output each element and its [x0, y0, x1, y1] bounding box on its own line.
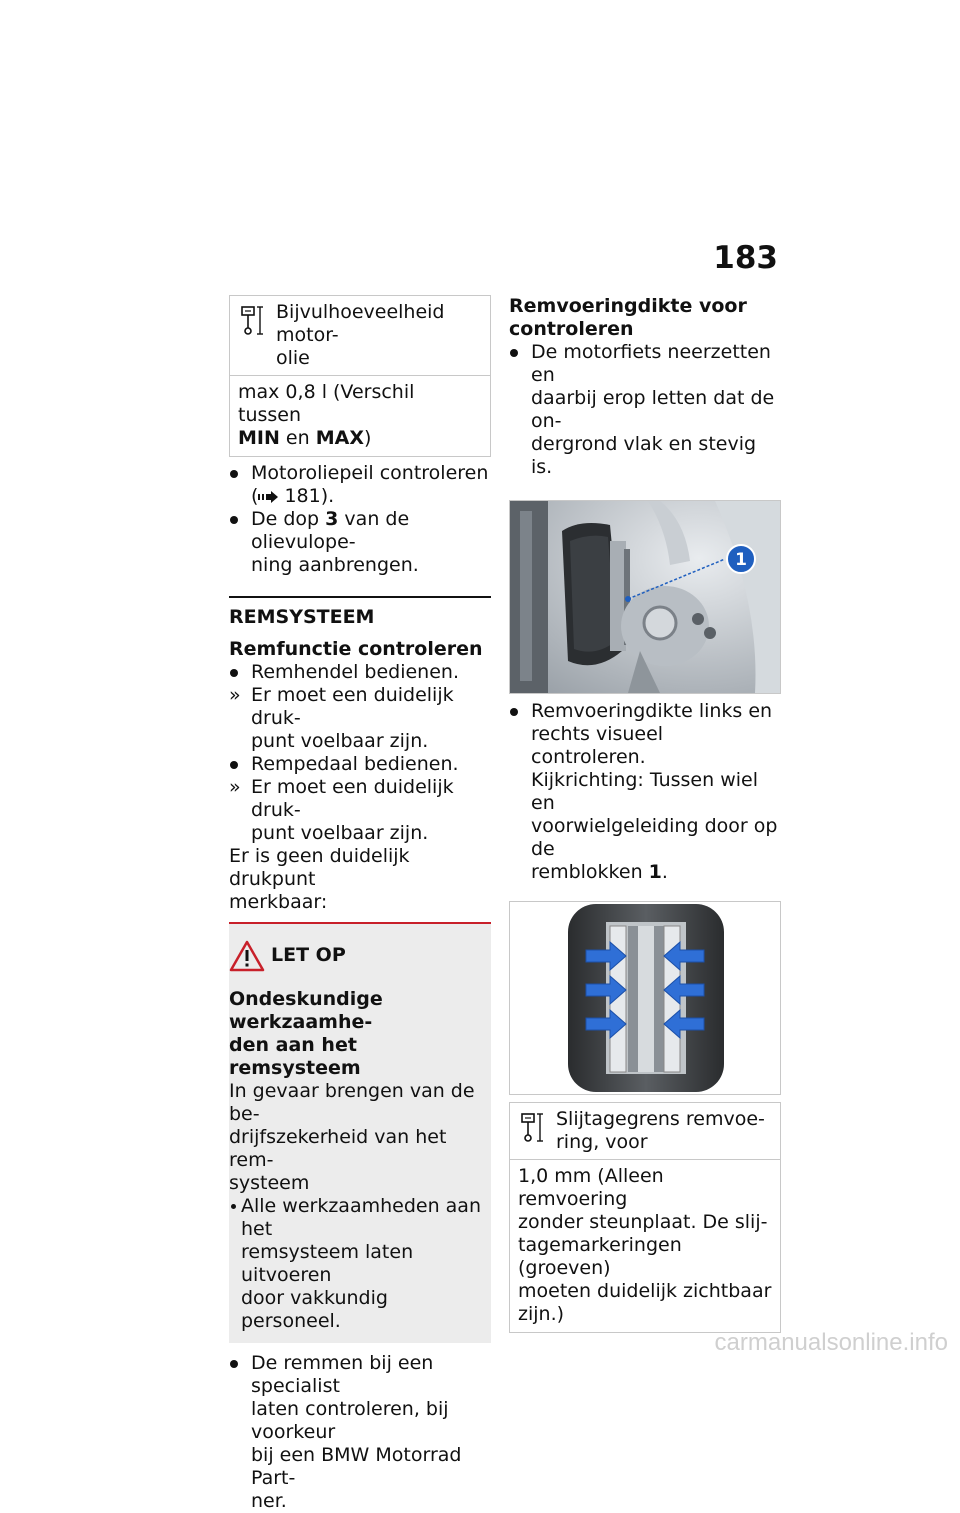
section-title: REMSYSTEEM: [229, 606, 375, 628]
result-text: » Er moet een duidelijk druk-: [251, 684, 454, 729]
spec-value-line: max 0,8 l (Verschil tussen: [238, 381, 415, 426]
spec-value-line: zonder steunplaat. De slij-: [518, 1211, 768, 1233]
step-text: bij een BMW Motorrad Part-: [251, 1444, 462, 1489]
brake-pad-photo: [509, 901, 781, 1095]
step-text-part: De dop: [251, 508, 326, 530]
step-operate-pedal: Rempedaal bedienen.: [229, 753, 491, 776]
brake-pad-illustration: [510, 902, 780, 1094]
spec-value-line: tagemarkeringen (groeven): [518, 1234, 682, 1279]
result-pressure-point: [229, 776, 491, 845]
result-pressure-point: [229, 684, 491, 753]
step-text: [251, 508, 491, 554]
spec-label-line: Slijtagegrens remvoe-: [556, 1108, 765, 1130]
condition-line: Er is geen duidelijk drukpunt: [229, 845, 410, 890]
left-column: [229, 295, 491, 1513]
step-text: rechts visueel controleren.: [531, 723, 664, 768]
step-text-part: van de olievulope-: [251, 508, 410, 553]
page-reference[interactable]: 181).: [278, 485, 335, 507]
section-divider: [229, 596, 491, 598]
spec-label-line: ring, voor: [556, 1131, 648, 1153]
step-text: ner.: [251, 1490, 287, 1512]
condition-text: [229, 845, 491, 914]
warning-title: LET OP: [271, 944, 346, 966]
min-label: MIN: [238, 427, 280, 449]
callout-number: 1: [735, 550, 747, 570]
warning-header: [229, 940, 491, 978]
result-text: » Er moet een duidelijk druk-: [251, 776, 454, 821]
page-reference-arrow-icon: [258, 491, 278, 503]
right-section-title: [509, 295, 781, 341]
warning-bullet-line: remsysteem laten uitvoeren: [241, 1241, 414, 1286]
brake-caliper-photo: [509, 500, 781, 694]
step-check-oil-level: [229, 462, 491, 508]
step-text: ning aanbrengen.: [251, 554, 419, 576]
result-text: punt voelbaar zijn.: [251, 822, 429, 844]
step-text: Motoroliepeil controleren: [251, 462, 489, 484]
condition-line: merkbaar:: [229, 891, 328, 913]
step-text: [251, 485, 491, 508]
item-number: 1: [648, 861, 662, 883]
close-paren: ): [363, 427, 372, 449]
item-number: 3: [325, 508, 339, 530]
oil-fill-spec-box: [229, 295, 491, 457]
brake-caliper-illustration: [510, 501, 780, 693]
spec-value-line: zijn.): [518, 1303, 565, 1325]
warning-bullet-line: Alle werkzaamheden aan het: [241, 1195, 481, 1240]
warning-heading: [229, 988, 491, 1080]
result-text: punt voelbaar zijn.: [251, 730, 429, 752]
spec-label-line: olie: [276, 347, 310, 369]
spec-value-line: moeten duidelijk zichtbaar: [518, 1280, 772, 1302]
spec-value: [510, 1160, 780, 1332]
right-column: [509, 295, 781, 1333]
paren-text: (: [251, 485, 259, 507]
spec-value-line: 1,0 mm (Alleen remvoering: [518, 1165, 664, 1210]
page-number: 183: [713, 240, 778, 276]
subsection-title: Remfunctie controleren: [229, 638, 483, 660]
step-park-motorcycle: [509, 341, 781, 479]
step-text: De remmen bij een specialist: [251, 1352, 434, 1397]
watermark: carmanualsonline.info: [714, 1329, 948, 1356]
step-check-lining: [509, 700, 781, 884]
spec-label: [510, 1103, 780, 1160]
warning-box: [229, 922, 491, 1343]
spec-label-line: Bijvulhoeveelheid motor-: [276, 301, 445, 346]
title-line: controleren: [509, 318, 634, 340]
step-text: dergrond vlak en stevig is.: [531, 433, 757, 478]
spec-value-line: [238, 427, 482, 450]
warning-heading-line: Ondeskundige werkzaamhe-: [229, 988, 383, 1033]
warning-heading-line: den aan het remsysteem: [229, 1034, 361, 1079]
warning-bullet: [229, 1195, 491, 1333]
spec-label: [230, 296, 490, 376]
step-text: voorwielgeleiding door op de: [531, 815, 778, 860]
step-text: daarbij erop letten dat de on-: [531, 387, 775, 432]
warning-text-line: drijfszekerheid van het rem-: [229, 1126, 447, 1171]
lining-wear-spec-box: [509, 1102, 781, 1333]
step-text: laten controleren, bij voorkeur: [251, 1398, 449, 1443]
warning-text-line: systeem: [229, 1172, 310, 1194]
step-specialist: [229, 1352, 491, 1513]
max-label: MAX: [315, 427, 364, 449]
step-fit-cap: [229, 508, 491, 577]
step-text: Kijkrichting: Tussen wiel en: [531, 769, 758, 814]
warning-triangle-icon: [229, 940, 265, 972]
title-line: Remvoeringdikte voor: [509, 295, 747, 317]
step-text-part: remblokken: [531, 861, 649, 883]
warning-text: [229, 1080, 491, 1195]
and-text: en: [279, 427, 316, 449]
step-text: Remvoeringdikte links en: [531, 700, 773, 722]
step-text: De motorfiets neerzetten en: [531, 341, 771, 386]
measure-icon: [240, 304, 266, 338]
warning-bullet-line: door vakkundig personeel.: [241, 1287, 388, 1332]
warning-text-line: In gevaar brengen van de be-: [229, 1080, 475, 1125]
spec-value: [230, 376, 490, 456]
measure-icon: [520, 1111, 546, 1145]
step-operate-lever: Remhendel bedienen.: [229, 661, 491, 684]
step-text: [531, 861, 781, 884]
step-text-part: .: [661, 861, 668, 883]
